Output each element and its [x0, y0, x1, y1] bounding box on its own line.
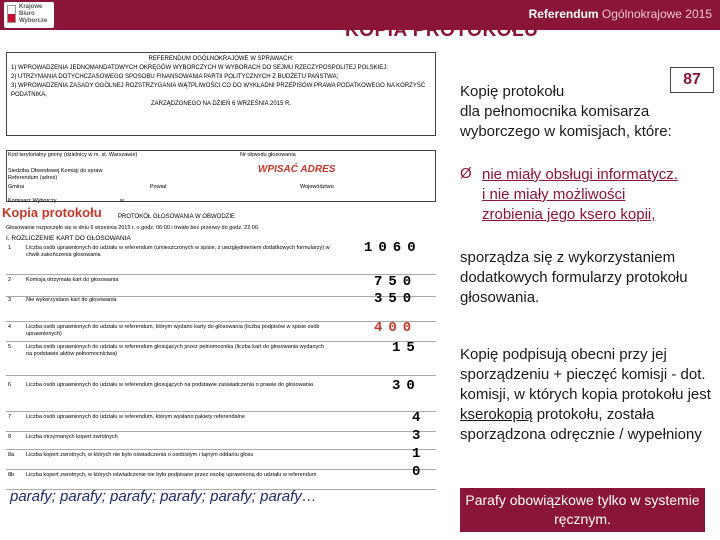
parafy-obligatory-box: Parafy obowiązkowe tylko w systemie ręcznym. — [460, 488, 705, 532]
obwod-label: Nr obwodu głosowania — [240, 152, 296, 158]
paragraph-3 — [460, 345, 715, 445]
row-number: 8a — [8, 452, 15, 458]
row-value: 1 — [412, 446, 427, 462]
form-header-block — [6, 52, 436, 136]
slide-number-badge: 87 — [670, 67, 714, 93]
gmina-label: Kod terytorialny gminy (dzielnicy w m. st. Warszawie) — [8, 152, 138, 158]
gmina2-label: Gmina — [8, 184, 25, 190]
table-row — [6, 446, 436, 470]
parafy-text: parafy; parafy; parafy; parafy; parafy; parafy… — [10, 488, 317, 505]
flag-icon — [7, 5, 16, 23]
row-number: 4 — [8, 324, 12, 330]
row-value: 30 — [392, 378, 421, 394]
bullet-line-2: i nie miały możliwości — [482, 186, 626, 203]
page-title: KOPIA PROTOKOŁU — [345, 20, 539, 41]
row-value: 1060 — [364, 240, 422, 256]
table-row — [6, 274, 436, 297]
row-number: 1 — [8, 245, 12, 251]
protocol-form-scan — [0, 52, 440, 490]
intro-line-1: Kopię protokołu — [460, 83, 565, 100]
kopia-protokolu-label: Kopia protokołu — [2, 205, 102, 220]
form-ordered-date: ZARZĄDZONEGO NA DZIEŃ 6 WRZEŚNIA 2015 R. — [150, 101, 292, 107]
row-text: Liczba osób uprawnionych do udziału w referendum, którym wydano karty do głosowania (liczba podpisów w spisie osób uprawnionych) — [26, 324, 320, 337]
voting-time: Głosowanie rozpoczęło się w dniu 6 września 2015 r. o godz. 06:00 i trwało bez przerwy do godz. 22:00. — [6, 225, 260, 231]
siedziba-label: Siedziba Obwodowej Komisji do spraw Referendum (adres) — [8, 168, 103, 181]
header-brand — [529, 7, 712, 21]
row-value: 400 — [374, 320, 418, 336]
row-number: 3 — [8, 297, 12, 303]
section-1-title: I. ROZLICZENIE KART DO GŁOSOWANIA — [6, 235, 131, 242]
row-number: 7 — [8, 414, 12, 420]
komisarz-label: Komisarz Wyborczy — [8, 198, 57, 204]
row-value: 15 — [392, 340, 421, 356]
row-value: 3 — [412, 428, 427, 444]
bullet-line-3: zrobienia jego ksero kopii, — [482, 206, 656, 223]
arrow-bullet-icon: Ø — [460, 165, 472, 182]
protocol-title: PROTOKÓŁ GŁOSOWANIA W OBWODZIE — [118, 214, 236, 220]
row-text: Nie wykorzystano kart do głosowania — [26, 297, 117, 303]
row-text: Komisja otrzymała kart do głosowania — [26, 277, 119, 283]
row-number: 8b — [8, 472, 15, 478]
paragraph-3-overlap: odręcznie / wypełniony — [550, 426, 702, 443]
row-text: Liczba kopert zwrotnych, w których nie było oświadczenia o osobistym i tajnym oddaniu głosu — [26, 452, 254, 458]
brand-bold: Referendum — [528, 7, 599, 21]
row-number: 5 — [8, 344, 12, 350]
paragraph-3c: protokołu, została sporządzona — [460, 406, 655, 443]
table-row — [6, 378, 436, 412]
table-row — [6, 320, 436, 342]
kbw-logo — [4, 2, 54, 28]
row-number: 8 — [8, 434, 12, 440]
table-row — [6, 428, 436, 450]
intro-line-2: dla pełnomocnika komisarza wyborczego w komisjach, które: — [460, 103, 672, 140]
row-value: 0 — [412, 464, 427, 480]
row-value: 4 — [412, 410, 427, 426]
brand-rest: Ogólnokrajowe 2015 — [601, 7, 712, 21]
table-row — [6, 410, 436, 432]
form-heading: REFERENDUM OGÓLNOKRAJOWE W SPRAWACH: — [148, 56, 294, 62]
row-text: Liczba osób uprawnionych do udziału w referendum, którym wysłano pakiety referendalne — [26, 414, 245, 420]
paragraph-3-kserokopia: kserokopią — [460, 406, 533, 423]
row-text: Liczba osób uprawnionych do udziału w referendum (umieszczonych w spisie, z uwzględnieniem dodatkowych formularzy) w chwili zakończenia głosowania — [26, 245, 330, 258]
row-text: Liczba osób uprawnionych do udziału w referendum głosujących przez pełnomocnika (liczba kart do głosowania wydanych na podstawie aktów pełnomocnictwa) — [26, 344, 325, 357]
logo-text: Krajowe Biuro Wyborcze — [19, 4, 48, 24]
table-row — [6, 340, 436, 376]
form-question-1: 1) WPROWADZENIA JEDNOMANDATOWYCH OKRĘGÓW WYBORCZYCH W WYBORACH DO SEJMU RZECZYPOSPOLITEJ POLSKIEJ; — [11, 65, 388, 71]
woj-label: Województwo — [300, 184, 334, 190]
paragraph-2: sporządza się z wykorzystaniem dodatkowych formularzy protokołu głosowania. — [460, 249, 688, 306]
paragraph-3a: Kopię podpisują obecni przy jej sporządzeniu + pieczęć komisji - dot. komisji, w których kopia protokołu jest — [460, 346, 711, 403]
form-question-2: 2) UTRZYMANIA DOTYCHCZASOWEGO SPOSOBU FINANSOWANIA PARTII POLITYCZNYCH Z BUDŻETU PAŃSTWA; — [11, 74, 339, 80]
komisarz-value: w ........................... — [120, 198, 167, 204]
row-text: Liczba otrzymanych kopert zwrotnych — [26, 434, 118, 440]
form-question-3: 3) WPROWADZENIA ZASADY OGÓLNEJ ROZSTRZYGANIA WĄTPLIWOŚCI CO DO WYKŁADNI PRZEPISÓW PRAWA PODATKOWEGO NA KORZYŚĆ PODATNIKA, — [11, 83, 426, 98]
address-stamp: WPISAĆ ADRES — [258, 164, 336, 175]
table-row — [6, 291, 436, 322]
row-text: Liczba osób uprawnionych do udziału w referendum głosujących na podstawie zaświadczenia o prawie do głosowania — [26, 382, 314, 388]
row-value: 350 — [374, 291, 418, 307]
row-text: Liczba kopert zwrotnych, w których oświadczenie nie było podpisane przez osobę uprawnioną do udziału w referendum — [26, 472, 317, 478]
row-number: 2 — [8, 277, 12, 283]
bullet-line-1: nie miały obsługi informatycz. — [482, 166, 678, 183]
row-number: 6 — [8, 382, 12, 388]
row-value: 750 — [374, 274, 418, 290]
powiat-label: Powiat — [150, 184, 167, 190]
